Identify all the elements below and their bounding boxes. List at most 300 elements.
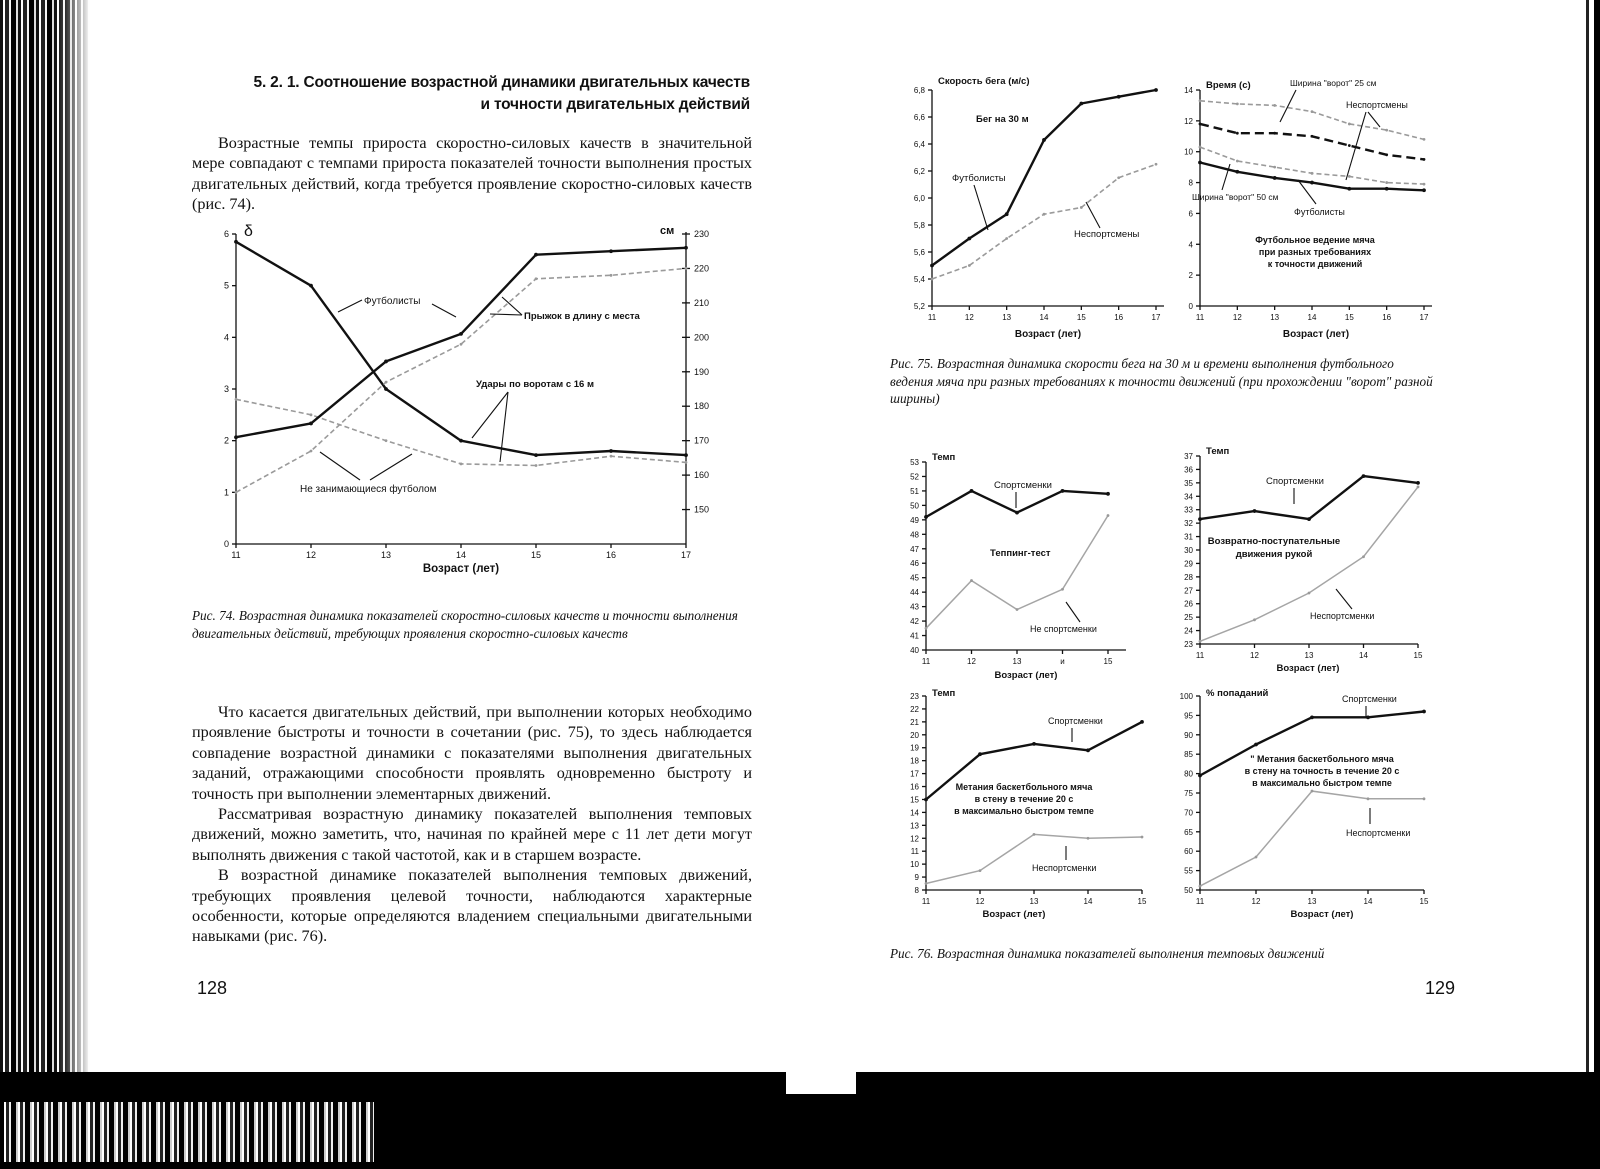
fig75a-chart: [890, 72, 1170, 348]
fig74-ytick-right-label: 220: [694, 263, 710, 274]
fig75a-annot-footballers: Футболисты: [952, 173, 1006, 184]
fig76d-point: [1366, 715, 1370, 719]
fig76c-ytick-label: 9: [914, 873, 919, 883]
fig75b-point: [1423, 138, 1426, 141]
fig76b-chart: [1170, 446, 1440, 682]
fig76b-point: [1362, 555, 1365, 558]
fig76a-xtick-label: 13: [1012, 657, 1022, 666]
fig74-ytick-right-label: 210: [694, 297, 710, 308]
fig75b-point: [1273, 132, 1276, 135]
fig76d-ytick-label: 55: [1184, 866, 1193, 876]
fig76d-point: [1255, 856, 1258, 859]
fig74-series-3: [236, 268, 686, 492]
fig75a-point: [1155, 163, 1158, 166]
fig75b-xtick-label: 16: [1382, 313, 1392, 322]
fig75b-point: [1348, 144, 1351, 147]
fig74-ytick-label: 4: [223, 332, 229, 343]
fig76a-ytick-label: 45: [910, 573, 919, 583]
fig75a-point: [1005, 237, 1008, 240]
fig75a-ytick-label: 5,8: [913, 221, 925, 230]
fig76d-xtick-label: 14: [1363, 897, 1373, 906]
fig76d-ytick-label: 75: [1184, 789, 1193, 798]
fig76a-annot-test: Теппинг-тест: [990, 548, 1051, 559]
fig76c-xtick-label: 14: [1083, 897, 1093, 906]
fig75b-point: [1422, 188, 1426, 192]
fig74-point: [235, 491, 238, 494]
fig74-ytick-label: 5: [223, 280, 229, 291]
fig75b-point: [1385, 129, 1388, 132]
fig76d-point: [1422, 710, 1426, 714]
fig75a-ylabel: Скорость бега (м/с): [938, 76, 1030, 87]
fig76-caption: Рис. 76. Возрастная динамика показателей выполнения темповых движений: [890, 946, 1325, 961]
fig75b-series-1: [1200, 124, 1424, 159]
binding-fade: [60, 0, 90, 1169]
fig76c-ytick-label: 10: [910, 860, 919, 870]
fig75b-point: [1198, 161, 1202, 165]
fig76b-point: [1308, 592, 1311, 595]
fig75b-point: [1273, 104, 1276, 107]
fig76b-ytick-label: 27: [1184, 586, 1193, 596]
fig76b-xtick-label: 12: [1250, 651, 1259, 660]
fig76d-ytick-label: 70: [1184, 808, 1193, 818]
fig75b-point: [1311, 135, 1314, 138]
fig76b-ytick-label: 34: [1184, 492, 1193, 502]
fig75a-ytick-label: 5,6: [913, 248, 925, 257]
fig74-point: [534, 253, 538, 257]
fig76d-point: [1198, 774, 1202, 778]
fig74-ytick-label: 0: [223, 539, 229, 549]
fig76d-xtick-label: 15: [1419, 897, 1429, 906]
fig76a-xtick-label: 12: [967, 657, 976, 666]
fig76a-ytick-label: 41: [910, 631, 919, 641]
fig76c-ytick-label: 11: [910, 847, 919, 857]
fig75b-point: [1311, 110, 1314, 113]
fig75a-ytick-label: 6,8: [913, 86, 925, 95]
fig76a-point: [924, 515, 928, 519]
fig76b-ytick-label: 26: [1184, 599, 1193, 609]
fig76c-ytick-label: 23: [910, 692, 919, 701]
fig76b-point: [1198, 517, 1202, 521]
fig75b-xtick-label: 12: [1232, 313, 1242, 322]
fig75b-series-2: [1200, 147, 1424, 184]
fig75b-chart: [1170, 72, 1440, 348]
fig76d-ytick-label: 60: [1184, 847, 1193, 857]
fig76c-ytick-label: 8: [914, 886, 919, 895]
fig76a-point: [925, 627, 928, 630]
fig75b-point: [1199, 99, 1202, 102]
fig74-series-0: [236, 242, 686, 455]
fig74-point: [460, 463, 463, 466]
fig76c-point: [924, 798, 928, 802]
fig76a-point: [970, 489, 974, 493]
fig74-point: [385, 439, 388, 442]
fig75a-xtick-label: 14: [1039, 313, 1049, 322]
fig74-point: [384, 387, 388, 391]
fig75b-annot-line1: Футбольное ведение мяча: [1255, 235, 1375, 245]
fig74-point: [460, 343, 463, 346]
fig76d-point: [1254, 743, 1258, 747]
fig74-point: [535, 277, 538, 280]
fig76d-annot-line3: в максимально быстром темпе: [1252, 778, 1392, 788]
fig76d-ytick-label: 90: [1184, 730, 1193, 740]
fig76a-ytick-label: 46: [910, 559, 919, 569]
fig76a-ylabel: Темп: [932, 452, 956, 463]
fig76b-ytick-label: 28: [1184, 572, 1193, 582]
fig76b-ytick-label: 36: [1184, 465, 1193, 475]
fig76c-point: [1032, 742, 1036, 746]
fig76c-annot-line1: Метания баскетбольного мяча: [955, 782, 1093, 792]
fig76a-ytick-label: 52: [910, 472, 919, 482]
fig76a-xtick-label: и: [1060, 657, 1065, 666]
fig75a-ytick-label: 6,4: [913, 140, 925, 149]
fig75b-annot-width25: Ширина "ворот" 25 см: [1290, 78, 1377, 88]
fig74-ytick-label: 3: [223, 384, 229, 394]
fig76b-xlabel: Возраст (лет): [1276, 663, 1340, 674]
fig76c-ytick-label: 19: [910, 743, 919, 753]
right-page-edge: [1582, 0, 1600, 1080]
fig76a-ytick-label: 43: [910, 602, 919, 612]
fig74-ytick-label: 2: [223, 435, 229, 446]
fig75b-ytick-label: 12: [1184, 116, 1193, 126]
fig76c-point: [1141, 836, 1144, 839]
fig76c-xlabel: Возраст (лет): [982, 909, 1046, 920]
fig76c-ytick-label: 14: [910, 808, 919, 818]
fig74-chart: [190, 222, 730, 582]
fig75-caption: Рис. 75. Возрастная динамика скорости бега на 30 м и времени выполнения футбольного ведения мяча при разных требованиях к точности движений (при прохождении "ворот" разной ширины): [890, 356, 1433, 406]
fig76a-series-1: [926, 516, 1108, 629]
fig76c-ytick-label: 15: [910, 795, 919, 805]
fig75b-point: [1347, 187, 1351, 191]
body-paragraph-2: Рассматривая возрастную динамику показателей выполнения темповых движений, можно заметить, что, начиная по крайней мере с 11 лет дети могут выполнять движения с такой частотой, как и в старшем возрасте.: [192, 805, 752, 864]
fig76a-chart: [890, 452, 1160, 682]
fig75a-point: [1080, 206, 1083, 209]
fig76d-xtick-label: 11: [1195, 897, 1205, 906]
fig74-ytick-label: 6: [223, 229, 229, 239]
fig76a-ytick-label: 40: [910, 646, 919, 655]
fig74-point: [684, 246, 688, 250]
fig76d-xtick-label: 12: [1251, 897, 1261, 906]
fig76c-chart: [890, 688, 1160, 924]
fig76a-ytick-label: 47: [910, 544, 919, 554]
fig76a-annot-athletes: Спортсменки: [994, 480, 1052, 491]
fig75a-xtick-label: 11: [927, 313, 937, 322]
fig75b-point: [1423, 158, 1426, 161]
fig76d-ytick-label: 65: [1184, 827, 1193, 837]
fig74-annot-footballers: Футболисты: [364, 296, 421, 307]
fig75b-point: [1348, 175, 1351, 178]
fig76c-series-1: [926, 834, 1142, 883]
fig76b-ytick-label: 23: [1184, 640, 1193, 649]
fig76a-ytick-label: 50: [910, 501, 919, 511]
fig74-xtick-label: 12: [305, 550, 317, 560]
fig75a-annot-nonathletes: Неспортсмены: [1074, 229, 1140, 240]
fig76a-ytick-label: 49: [910, 515, 919, 525]
fig76a-point: [1106, 492, 1110, 496]
fig76d-point: [1310, 715, 1314, 719]
fig76c-ytick-label: 20: [910, 730, 919, 740]
fig76d-ytick-label: 85: [1184, 750, 1193, 760]
fig75b-ylabel: Время (с): [1206, 80, 1251, 91]
fig75b-series-3: [1200, 163, 1424, 191]
fig75a-point: [930, 264, 934, 268]
fig76b-ytick-label: 32: [1184, 519, 1193, 529]
fig75a-ytick-label: 6,0: [913, 194, 925, 203]
fig74-xtick-label: 17: [680, 550, 692, 560]
page-number-left: 128: [197, 978, 228, 998]
fig74-point: [235, 398, 238, 401]
fig76c-annot-line2: в стену в течение 20 с: [974, 794, 1074, 804]
fig75b-point: [1199, 146, 1202, 149]
fig76d-ytick-label: 95: [1184, 711, 1193, 721]
fig76c-annot-nonathletes: Неспортсменки: [1032, 863, 1097, 873]
fig75a-point: [968, 264, 971, 267]
fig76a-point: [1016, 608, 1019, 611]
fig75b-point: [1199, 123, 1202, 126]
fig76a-annot-nonathletes: Не спортсменки: [1030, 624, 1097, 634]
fig76c-ylabel: Темп: [932, 688, 956, 699]
fig76c-ytick-label: 18: [910, 756, 919, 766]
body-paragraph-1: Что касается двигательных действий, при выполнении которых необходимо проявление быстроты и точности в сочетании (рис. 75), то здесь наблюдается совпадение возрастной динамики с показателями выполнения двигательных заданий, отражающими способности проявлять одновременно быстроту и точность при выполнении элементарных движений.: [192, 703, 752, 803]
body-paragraph-3: В возрастной динамике показателей выполнения темповых движений, требующих проявления целевой точности, наблюдаются характерные особенности, которые определяются владением специальными двигательными навыками (рис. 76).: [192, 866, 752, 946]
fig74-ylabel-right: см: [660, 225, 675, 237]
fig74-annot-jump: Прыжок в длину с места: [524, 311, 640, 322]
fig76d-point: [1199, 885, 1202, 888]
fig75b-point: [1236, 102, 1239, 105]
fig76c-point: [979, 869, 982, 872]
fig75a-xtick-label: 16: [1114, 313, 1124, 322]
fig76b-point: [1416, 481, 1420, 485]
fig74-point: [685, 461, 688, 464]
fig75b-ytick-label: 6: [1188, 209, 1193, 219]
fig74-ytick-right-label: 200: [694, 332, 710, 343]
fig76c-xtick-label: 12: [975, 897, 985, 906]
fig75a-point: [1043, 213, 1046, 216]
fig76a-xtick-label: 11: [921, 657, 931, 666]
fig76d-point: [1367, 797, 1370, 800]
fig76b-ytick-label: 35: [1184, 478, 1193, 488]
fig76a-xtick-label: 15: [1103, 657, 1113, 666]
fig75a-xtick-label: 12: [964, 313, 974, 322]
fig74-point: [459, 439, 463, 443]
fig75b-point: [1236, 132, 1239, 135]
fig74-ylabel-left: δ: [244, 223, 253, 240]
fig75a-ytick-label: 6,2: [913, 167, 925, 176]
fig76a-point: [1015, 511, 1019, 515]
fig75a-point: [1117, 95, 1121, 99]
fig76b-series-1: [1200, 487, 1418, 641]
fig74-point: [309, 422, 313, 426]
fig76b-point: [1362, 474, 1366, 478]
fig74-point: [534, 453, 538, 457]
fig75b-point: [1311, 172, 1314, 175]
heading-line-1: 5. 2. 1. Соотношение возрастной динамики двигательных качеств: [253, 74, 750, 91]
fig76b-ytick-label: 31: [1184, 532, 1193, 542]
intro-text: Возрастные темпы прироста скоростно-силовых качеств в значительной мере совпадают с темпами прироста показателей точности выполнения простых двигательных действий, когда требуется проявление скоростно-силовых качеств (рис. 74).: [192, 134, 752, 214]
scanner-notch: [786, 1072, 856, 1094]
fig76c-point: [1087, 837, 1090, 840]
fig76c-ytick-label: 13: [910, 821, 919, 831]
fig74-point: [309, 284, 313, 288]
fig76b-annot-athletes: Спортсменки: [1266, 476, 1324, 487]
fig76b-ytick-label: 30: [1184, 546, 1193, 555]
scan-barcode-artifact: [4, 1102, 374, 1162]
fig75b-point: [1385, 153, 1388, 156]
fig76d-point: [1423, 797, 1426, 800]
fig74-point: [609, 249, 613, 253]
fig76a-point: [970, 579, 973, 582]
fig74-ytick-label: 1: [223, 487, 229, 498]
fig76b-xtick-label: 13: [1304, 651, 1314, 660]
fig76a-xlabel: Возраст (лет): [994, 670, 1058, 681]
fig74-caption: Рис. 74. Возрастная динамика показателей скоростно-силовых качеств и точности выполнения двигательных действий, требующих проявления скоростно-силовых качеств: [192, 608, 738, 641]
fig74-axes: [236, 232, 686, 544]
fig76b-annot-line1: Возвратно-поступательные: [1207, 536, 1341, 547]
fig74-xtick-label: 14: [455, 550, 467, 560]
fig76c-point: [1033, 833, 1036, 836]
fig75a-point: [1042, 138, 1046, 142]
fig76c-point: [1086, 748, 1090, 752]
fig74-point: [685, 267, 688, 270]
fig75b-annot-footballers: Футболисты: [1294, 207, 1345, 217]
fig74-point: [310, 450, 313, 453]
fig75b-point: [1348, 123, 1351, 126]
fig76b-point: [1417, 485, 1420, 488]
fig74-point: [310, 413, 313, 416]
fig75a-xlabel: Возраст (лет): [1014, 329, 1082, 340]
fig74-annot-nonfootball: Не занимающиеся футболом: [300, 484, 437, 495]
fig75b-point: [1310, 181, 1314, 185]
fig75b-annot-width50: Ширина "ворот" 50 см: [1192, 192, 1279, 202]
fig75b-annot-nonathletes: Неспортсмены: [1346, 100, 1408, 110]
fig74-point: [234, 240, 238, 244]
fig76b-ytick-label: 25: [1184, 613, 1193, 623]
fig75b-ytick-label: 4: [1188, 240, 1193, 250]
fig76b-annot-line2: движения рукой: [1235, 549, 1313, 560]
fig76b-ytick-label: 33: [1184, 505, 1193, 515]
fig74-xtick-label: 11: [231, 550, 241, 560]
fig75a-point: [931, 278, 934, 281]
fig76a-ytick-label: 48: [910, 530, 919, 540]
fig76c-xtick-label: 13: [1029, 897, 1039, 906]
fig74-point: [684, 453, 688, 457]
fig75b-point: [1235, 170, 1239, 174]
fig76a-point: [1061, 489, 1065, 493]
fig75a-point: [1154, 88, 1158, 92]
fig75a-point: [1117, 176, 1120, 179]
fig75b-point: [1385, 181, 1388, 184]
page-number-right: 129: [1425, 978, 1456, 998]
fig75a-annot-run: Бег на 30 м: [976, 114, 1029, 125]
fig75a-point: [1079, 102, 1083, 106]
fig75a-ytick-label: 5,4: [913, 275, 925, 284]
fig76c-point: [978, 752, 982, 756]
intro-paragraph: [192, 133, 752, 215]
fig74-point: [610, 455, 613, 458]
fig76c-ytick-label: 12: [910, 834, 919, 844]
fig75b-xtick-label: 14: [1307, 313, 1317, 322]
fig74-xtick-label: 16: [605, 550, 617, 560]
fig76a-ytick-label: 51: [910, 486, 919, 496]
fig76d-xlabel: Возраст (лет): [1290, 909, 1354, 920]
fig76b-xtick-label: 11: [1195, 651, 1205, 660]
fig74-annot-kicks: Удары по воротам с 16 м: [476, 379, 595, 390]
fig76d-ytick-label: 80: [1184, 769, 1193, 779]
fig76b-ytick-label: 24: [1184, 626, 1193, 636]
fig76b-point: [1199, 640, 1202, 643]
fig74-xtick-label: 15: [530, 550, 542, 560]
fig74-ytick-right-label: 150: [694, 504, 710, 515]
fig74-point: [609, 449, 613, 453]
fig76b-point: [1253, 618, 1256, 621]
fig75a-ytick-label: 5,2: [913, 302, 925, 311]
fig76c-ytick-label: 22: [910, 704, 919, 714]
fig76b-ytick-label: 29: [1184, 559, 1193, 569]
fig75b-xtick-label: 17: [1419, 313, 1429, 322]
fig76d-annot-nonathletes: Неспортсменки: [1346, 828, 1411, 838]
fig76b-point: [1253, 509, 1257, 513]
fig75b-ytick-label: 0: [1188, 302, 1193, 311]
body-text: [192, 702, 752, 947]
fig75b-point: [1236, 160, 1239, 163]
fig76d-ytick-label: 100: [1179, 692, 1193, 701]
fig74-point: [535, 464, 538, 467]
fig76d-annot-athletes: Спортсменки: [1342, 694, 1397, 704]
fig75b-annot-line2: при разных требованиях: [1258, 247, 1372, 257]
heading-line-2: и точности двигательных действий: [480, 96, 750, 113]
fig74-ytick-right-label: 190: [694, 366, 710, 377]
fig76d-xtick-label: 13: [1307, 897, 1317, 906]
fig75b-ytick-label: 14: [1184, 86, 1193, 95]
fig76a-point: [1107, 514, 1110, 517]
fig75a-point: [1005, 212, 1009, 216]
fig76d-point: [1311, 790, 1314, 793]
fig75b-xtick-label: 11: [1195, 313, 1205, 322]
fig76b-ylabel: Темп: [1206, 446, 1230, 457]
fig76c-annot-athletes: Спортсменки: [1048, 716, 1103, 726]
fig76c-point: [925, 882, 928, 885]
fig75a-point: [967, 237, 971, 241]
fig76c-ytick-label: 21: [910, 717, 919, 727]
fig76d-ytick-label: 50: [1184, 886, 1193, 895]
fig76d-annot-line1: " Метания баскетбольного мяча: [1250, 754, 1394, 764]
fig75b-point: [1423, 183, 1426, 186]
fig76c-xtick-label: 11: [921, 897, 931, 906]
fig74-ytick-right-label: 230: [694, 229, 710, 239]
fig76a-point: [1061, 588, 1064, 591]
fig75a-xtick-label: 15: [1076, 313, 1086, 322]
fig76a-ytick-label: 53: [910, 458, 919, 467]
fig76b-annot-nonathletes: Неспортсменки: [1310, 611, 1375, 621]
fig75b-xtick-label: 13: [1270, 313, 1280, 322]
fig76c-annot-line3: в максимально быстром темпе: [954, 806, 1094, 816]
fig74-ytick-right-label: 170: [694, 435, 710, 446]
fig74-xtick-label: 13: [380, 550, 392, 560]
fig74-point: [234, 435, 238, 439]
fig75b-point: [1385, 187, 1389, 191]
fig75b-point: [1273, 176, 1277, 180]
fig76c-ytick-label: 17: [910, 769, 919, 779]
fig75b-point: [1273, 166, 1276, 169]
section-heading: [254, 72, 750, 116]
fig75a-xtick-label: 17: [1151, 313, 1161, 322]
fig76d-annot-line2: в стену на точность в течение 20 с: [1244, 766, 1400, 776]
fig76b-xtick-label: 14: [1359, 651, 1368, 660]
fig75b-xtick-label: 15: [1344, 313, 1354, 322]
fig75b-xlabel: Возраст (лет): [1282, 329, 1350, 340]
fig74-xlabel: Возраст (лет): [422, 563, 500, 575]
fig75b-ytick-label: 2: [1188, 271, 1193, 281]
fig74-series-2: [236, 248, 686, 437]
